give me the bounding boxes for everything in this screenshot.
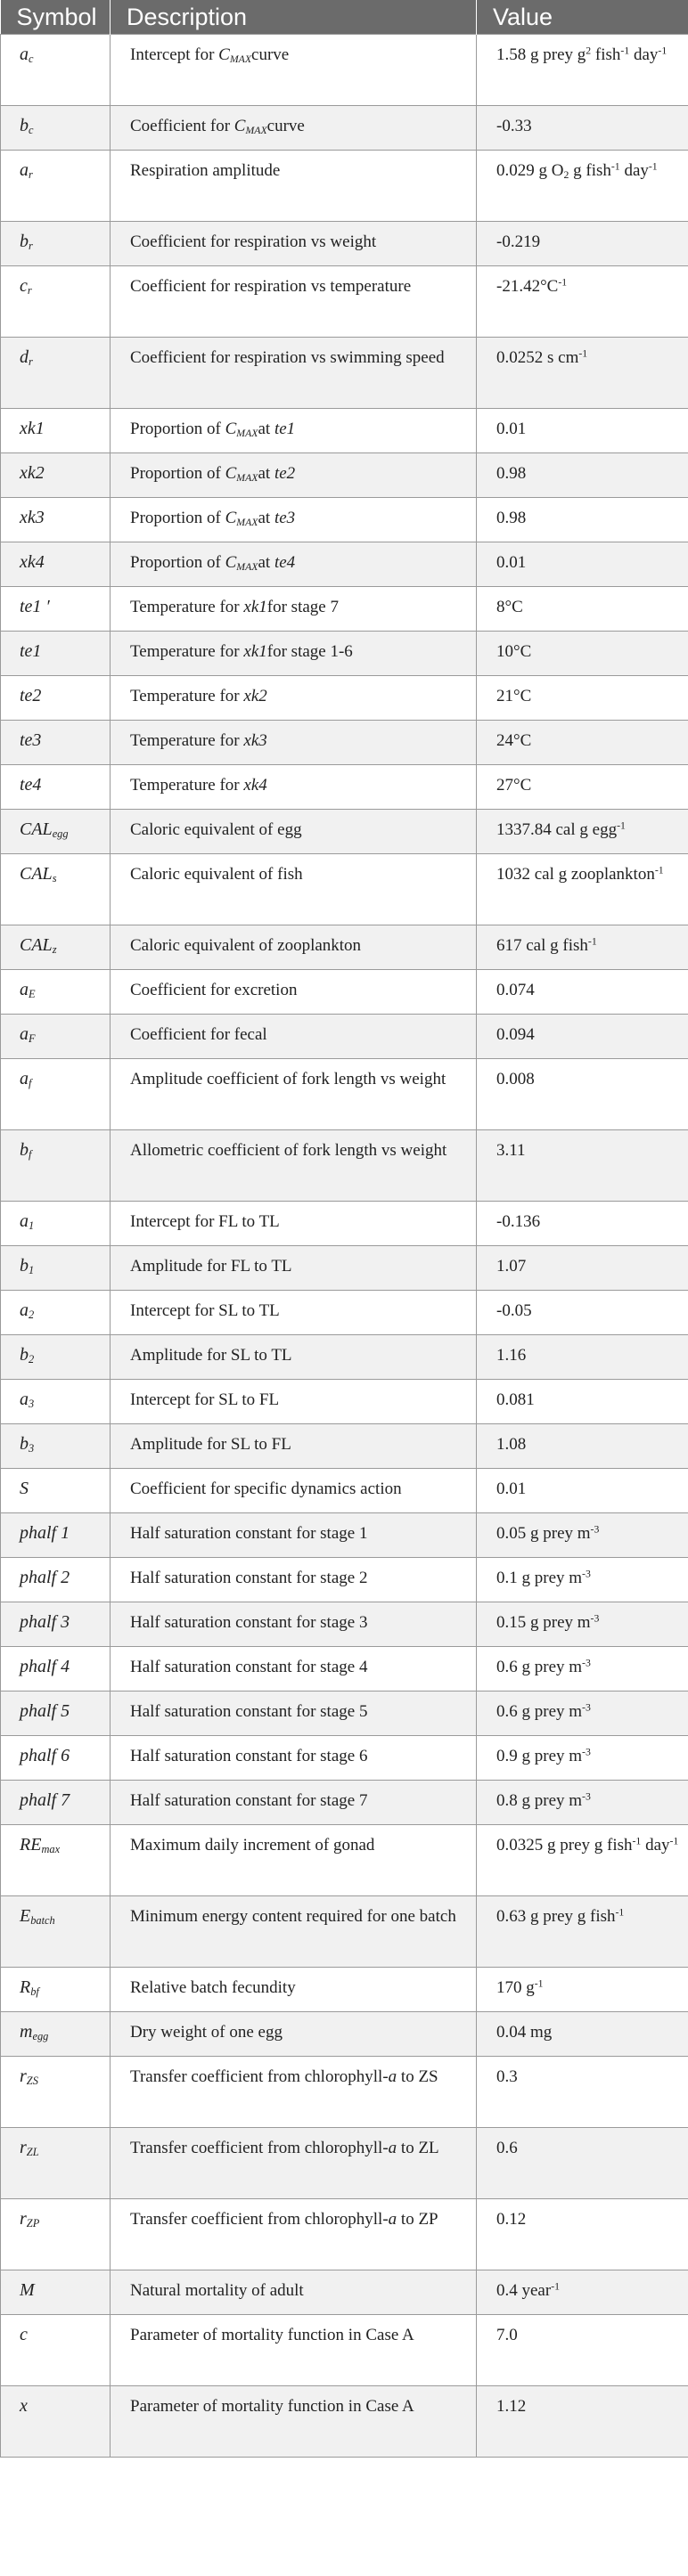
- cell-symbol: xk1: [1, 409, 111, 453]
- cell-symbol: $b_c$: [1, 106, 111, 151]
- cell-value: 0.4 year$^{-1}$: [477, 2270, 688, 2315]
- cell-value: 0.98: [477, 453, 688, 498]
- table-row: [1, 2199, 688, 2270]
- cell-description: Amplitude coefficient of fork length vs weight: [111, 1059, 477, 1130]
- table-row: [1, 2386, 688, 2458]
- cell-description: Half saturation constant for stage 5: [111, 1692, 477, 1736]
- cell-symbol: xk2: [1, 453, 111, 498]
- cell-symbol: phalf 4: [1, 1647, 111, 1692]
- table-row: [1, 765, 688, 810]
- table-row: [1, 1469, 688, 1513]
- table-row: [1, 1130, 688, 1202]
- cell-symbol: $b_1$: [1, 1246, 111, 1291]
- table-row: [1, 2012, 688, 2057]
- cell-description: Intercept for FL to TL: [111, 1202, 477, 1246]
- cell-description: Half saturation constant for stage 2: [111, 1558, 477, 1602]
- cell-value: 0.05 g prey $m^{-3}$: [477, 1513, 688, 1558]
- cell-symbol: $RE_{max}$: [1, 1825, 111, 1896]
- table-row: [1, 1335, 688, 1380]
- cell-symbol: te4: [1, 765, 111, 810]
- cell-symbol: x: [1, 2386, 111, 2458]
- cell-value: 1337.84 cal g egg$^{-1}$: [477, 810, 688, 854]
- cell-description: Amplitude for SL to FL: [111, 1424, 477, 1469]
- cell-description: Coefficient for $C_{MAX}curve$: [111, 106, 477, 151]
- cell-description: Temperature for xk3: [111, 721, 477, 765]
- table-row: [1, 498, 688, 542]
- cell-description: Minimum energy content required for one batch: [111, 1896, 477, 1968]
- cell-description: Transfer coefficient from chlorophyll-a to ZL: [111, 2128, 477, 2199]
- table-body: [1, 35, 688, 2458]
- table-row: [1, 1202, 688, 1246]
- table-row: [1, 266, 688, 338]
- cell-symbol: te3: [1, 721, 111, 765]
- cell-description: Respiration amplitude: [111, 151, 477, 222]
- table-row: [1, 1602, 688, 1647]
- cell-value: 0.63 g prey g fish$^{-1}$: [477, 1896, 688, 1968]
- cell-description: Coefficient for respiration vs temperature: [111, 266, 477, 338]
- cell-description: Proportion of $C_{MAX}at$ te3: [111, 498, 477, 542]
- cell-description: Proportion of $C_{MAX}at$ te1: [111, 409, 477, 453]
- cell-symbol: S: [1, 1469, 111, 1513]
- cell-value: 8°C: [477, 587, 688, 632]
- cell-description: Coefficient for respiration vs weight: [111, 222, 477, 266]
- header-value: Value: [477, 0, 688, 35]
- cell-description: Intercept for SL to FL: [111, 1380, 477, 1424]
- table-row: [1, 1647, 688, 1692]
- cell-value: -0.33: [477, 106, 688, 151]
- cell-symbol: c: [1, 2315, 111, 2386]
- cell-description: Parameter of mortality function in Case A: [111, 2315, 477, 2386]
- cell-value: 24°C: [477, 721, 688, 765]
- cell-description: Half saturation constant for stage 6: [111, 1736, 477, 1781]
- cell-value: 0.15 g prey $m^{-3}$: [477, 1602, 688, 1647]
- cell-symbol: te1 ′: [1, 587, 111, 632]
- cell-symbol: $a_E$: [1, 970, 111, 1015]
- cell-value: 0.0252 s $cm^{-1}$: [477, 338, 688, 409]
- cell-value: 0.98: [477, 498, 688, 542]
- cell-value: -0.219: [477, 222, 688, 266]
- cell-value: 0.3: [477, 2057, 688, 2128]
- table-header: [1, 0, 688, 35]
- cell-value: 0.01: [477, 409, 688, 453]
- table-row: [1, 542, 688, 587]
- cell-value: 1032 cal g zooplankton$^{-1}$: [477, 854, 688, 925]
- cell-description: Allometric coefficient of fork length vs weight: [111, 1130, 477, 1202]
- cell-symbol: te2: [1, 676, 111, 721]
- cell-description: Dry weight of one egg: [111, 2012, 477, 2057]
- table-row: [1, 1825, 688, 1896]
- cell-symbol: $b_3$: [1, 1424, 111, 1469]
- cell-symbol: xk3: [1, 498, 111, 542]
- cell-description: Intercept for SL to TL: [111, 1291, 477, 1335]
- table-row: [1, 1692, 688, 1736]
- cell-description: Proportion of $C_{MAX}at$ te2: [111, 453, 477, 498]
- cell-value: 170 $g^{-1}$: [477, 1968, 688, 2012]
- table-row: [1, 854, 688, 925]
- cell-value: 0.01: [477, 542, 688, 587]
- table-row: [1, 1246, 688, 1291]
- cell-value: 0.1 g prey $m^{-3}$: [477, 1558, 688, 1602]
- cell-symbol: $a_f$: [1, 1059, 111, 1130]
- cell-description: Parameter of mortality function in Case A: [111, 2386, 477, 2458]
- cell-symbol: $m_{egg}$: [1, 2012, 111, 2057]
- cell-symbol: $a_1$: [1, 1202, 111, 1246]
- cell-description: Temperature for xk2: [111, 676, 477, 721]
- cell-value: 0.6 g prey $m^{-3}$: [477, 1692, 688, 1736]
- cell-value: 3.11: [477, 1130, 688, 1202]
- cell-value: 0.081: [477, 1380, 688, 1424]
- cell-description: Relative batch fecundity: [111, 1968, 477, 2012]
- cell-value: 0.0325 g prey g fish$^{-1}$ day$^{-1}$: [477, 1825, 688, 1896]
- cell-value: 0.029 g $O_2$ g fish$^{-1}$ day$^{-1}$: [477, 151, 688, 222]
- table-row: [1, 338, 688, 409]
- cell-symbol: $c_r$: [1, 266, 111, 338]
- cell-symbol: $R_{bf}$: [1, 1968, 111, 2012]
- cell-value: 0.6 g prey $m^{-3}$: [477, 1647, 688, 1692]
- cell-symbol: $b_r$: [1, 222, 111, 266]
- table-row: [1, 810, 688, 854]
- cell-description: Maximum daily increment of gonad: [111, 1825, 477, 1896]
- cell-description: Temperature for xk1for stage 1-6: [111, 632, 477, 676]
- cell-symbol: $CAL_z$: [1, 925, 111, 970]
- cell-description: Half saturation constant for stage 7: [111, 1781, 477, 1825]
- table-row: [1, 1896, 688, 1968]
- cell-value: 0.8 g prey $m^{-3}$: [477, 1781, 688, 1825]
- cell-description: Half saturation constant for stage 3: [111, 1602, 477, 1647]
- cell-value: 0.074: [477, 970, 688, 1015]
- cell-description: Temperature for xk1for stage 7: [111, 587, 477, 632]
- cell-description: Coefficient for fecal: [111, 1015, 477, 1059]
- cell-symbol: phalf 2: [1, 1558, 111, 1602]
- cell-symbol: $r_{ZP}$: [1, 2199, 111, 2270]
- table-row: [1, 1736, 688, 1781]
- cell-description: Amplitude for FL to TL: [111, 1246, 477, 1291]
- cell-description: Caloric equivalent of fish: [111, 854, 477, 925]
- cell-description: Proportion of $C_{MAX}at$ te4: [111, 542, 477, 587]
- cell-description: Caloric equivalent of egg: [111, 810, 477, 854]
- cell-description: Half saturation constant for stage 1: [111, 1513, 477, 1558]
- cell-value: 0.9 g prey $m^{-3}$: [477, 1736, 688, 1781]
- table-row: [1, 632, 688, 676]
- cell-value: 0.094: [477, 1015, 688, 1059]
- cell-symbol: phalf 7: [1, 1781, 111, 1825]
- cell-value: 0.01: [477, 1469, 688, 1513]
- cell-value: 617 cal g fish$^{-1}$: [477, 925, 688, 970]
- table-row: [1, 1424, 688, 1469]
- cell-value: 1.07: [477, 1246, 688, 1291]
- cell-symbol: phalf 3: [1, 1602, 111, 1647]
- table-row: [1, 222, 688, 266]
- table-row: [1, 2128, 688, 2199]
- cell-value: $-21.42^\circ C^{-1}$: [477, 266, 688, 338]
- table-row: [1, 2270, 688, 2315]
- cell-description: Coefficient for respiration vs swimming speed: [111, 338, 477, 409]
- cell-description: Temperature for xk4: [111, 765, 477, 810]
- cell-value: 1.08: [477, 1424, 688, 1469]
- table-row: [1, 1291, 688, 1335]
- table-row: [1, 106, 688, 151]
- cell-value: 10°C: [477, 632, 688, 676]
- header-symbol: Symbol: [1, 0, 111, 35]
- table-row: [1, 676, 688, 721]
- cell-value: 0.04 mg: [477, 2012, 688, 2057]
- table-row: [1, 1968, 688, 2012]
- cell-symbol: $CAL_{egg}$: [1, 810, 111, 854]
- table-row: [1, 35, 688, 106]
- cell-value: 7.0: [477, 2315, 688, 2386]
- cell-value: 27°C: [477, 765, 688, 810]
- cell-description: Transfer coefficient from chlorophyll-a to ZS: [111, 2057, 477, 2128]
- cell-value: 0.12: [477, 2199, 688, 2270]
- cell-value: -0.136: [477, 1202, 688, 1246]
- cell-value: 1.12: [477, 2386, 688, 2458]
- cell-symbol: $a_F$: [1, 1015, 111, 1059]
- table-row: [1, 2057, 688, 2128]
- cell-value: 21°C: [477, 676, 688, 721]
- cell-symbol: $r_{ZS}$: [1, 2057, 111, 2128]
- cell-symbol: xk4: [1, 542, 111, 587]
- table-row: [1, 1558, 688, 1602]
- table-row: [1, 1513, 688, 1558]
- table-row: [1, 2315, 688, 2386]
- table-row: [1, 409, 688, 453]
- cell-symbol: phalf 6: [1, 1736, 111, 1781]
- cell-value: 0.6: [477, 2128, 688, 2199]
- cell-value: 0.008: [477, 1059, 688, 1130]
- cell-symbol: $d_r$: [1, 338, 111, 409]
- table-row: [1, 453, 688, 498]
- table-row: [1, 1781, 688, 1825]
- header-description: Description: [111, 0, 477, 35]
- cell-symbol: te1: [1, 632, 111, 676]
- cell-description: Caloric equivalent of zooplankton: [111, 925, 477, 970]
- table-row: [1, 1015, 688, 1059]
- cell-description: Half saturation constant for stage 4: [111, 1647, 477, 1692]
- cell-symbol: $b_2$: [1, 1335, 111, 1380]
- cell-symbol: $CAL_s$: [1, 854, 111, 925]
- cell-description: Natural mortality of adult: [111, 2270, 477, 2315]
- table-row: [1, 151, 688, 222]
- cell-symbol: $a_r$: [1, 151, 111, 222]
- cell-description: Coefficient for specific dynamics action: [111, 1469, 477, 1513]
- cell-value: 1.16: [477, 1335, 688, 1380]
- header-row: [1, 0, 688, 35]
- cell-value: 1.58 g prey $g^2$ fish$^{-1}$ day$^{-1}$: [477, 35, 688, 106]
- cell-description: Transfer coefficient from chlorophyll-a to ZP: [111, 2199, 477, 2270]
- table-row: [1, 1059, 688, 1130]
- cell-value: -0.05: [477, 1291, 688, 1335]
- cell-symbol: $r_{ZL}$: [1, 2128, 111, 2199]
- cell-symbol: $E_{batch}$: [1, 1896, 111, 1968]
- cell-symbol: phalf 1: [1, 1513, 111, 1558]
- cell-symbol: $a_2$: [1, 1291, 111, 1335]
- table-row: [1, 925, 688, 970]
- table-row: [1, 587, 688, 632]
- cell-description: Amplitude for SL to TL: [111, 1335, 477, 1380]
- table-row: [1, 1380, 688, 1424]
- cell-symbol: $a_c$: [1, 35, 111, 106]
- table-row: [1, 970, 688, 1015]
- cell-symbol: phalf 5: [1, 1692, 111, 1736]
- table-row: [1, 721, 688, 765]
- cell-symbol: M: [1, 2270, 111, 2315]
- cell-description: Intercept for $C_{MAX}curve$: [111, 35, 477, 106]
- cell-description: Coefficient for excretion: [111, 970, 477, 1015]
- cell-symbol: $b_f$: [1, 1130, 111, 1202]
- cell-symbol: $a_3$: [1, 1380, 111, 1424]
